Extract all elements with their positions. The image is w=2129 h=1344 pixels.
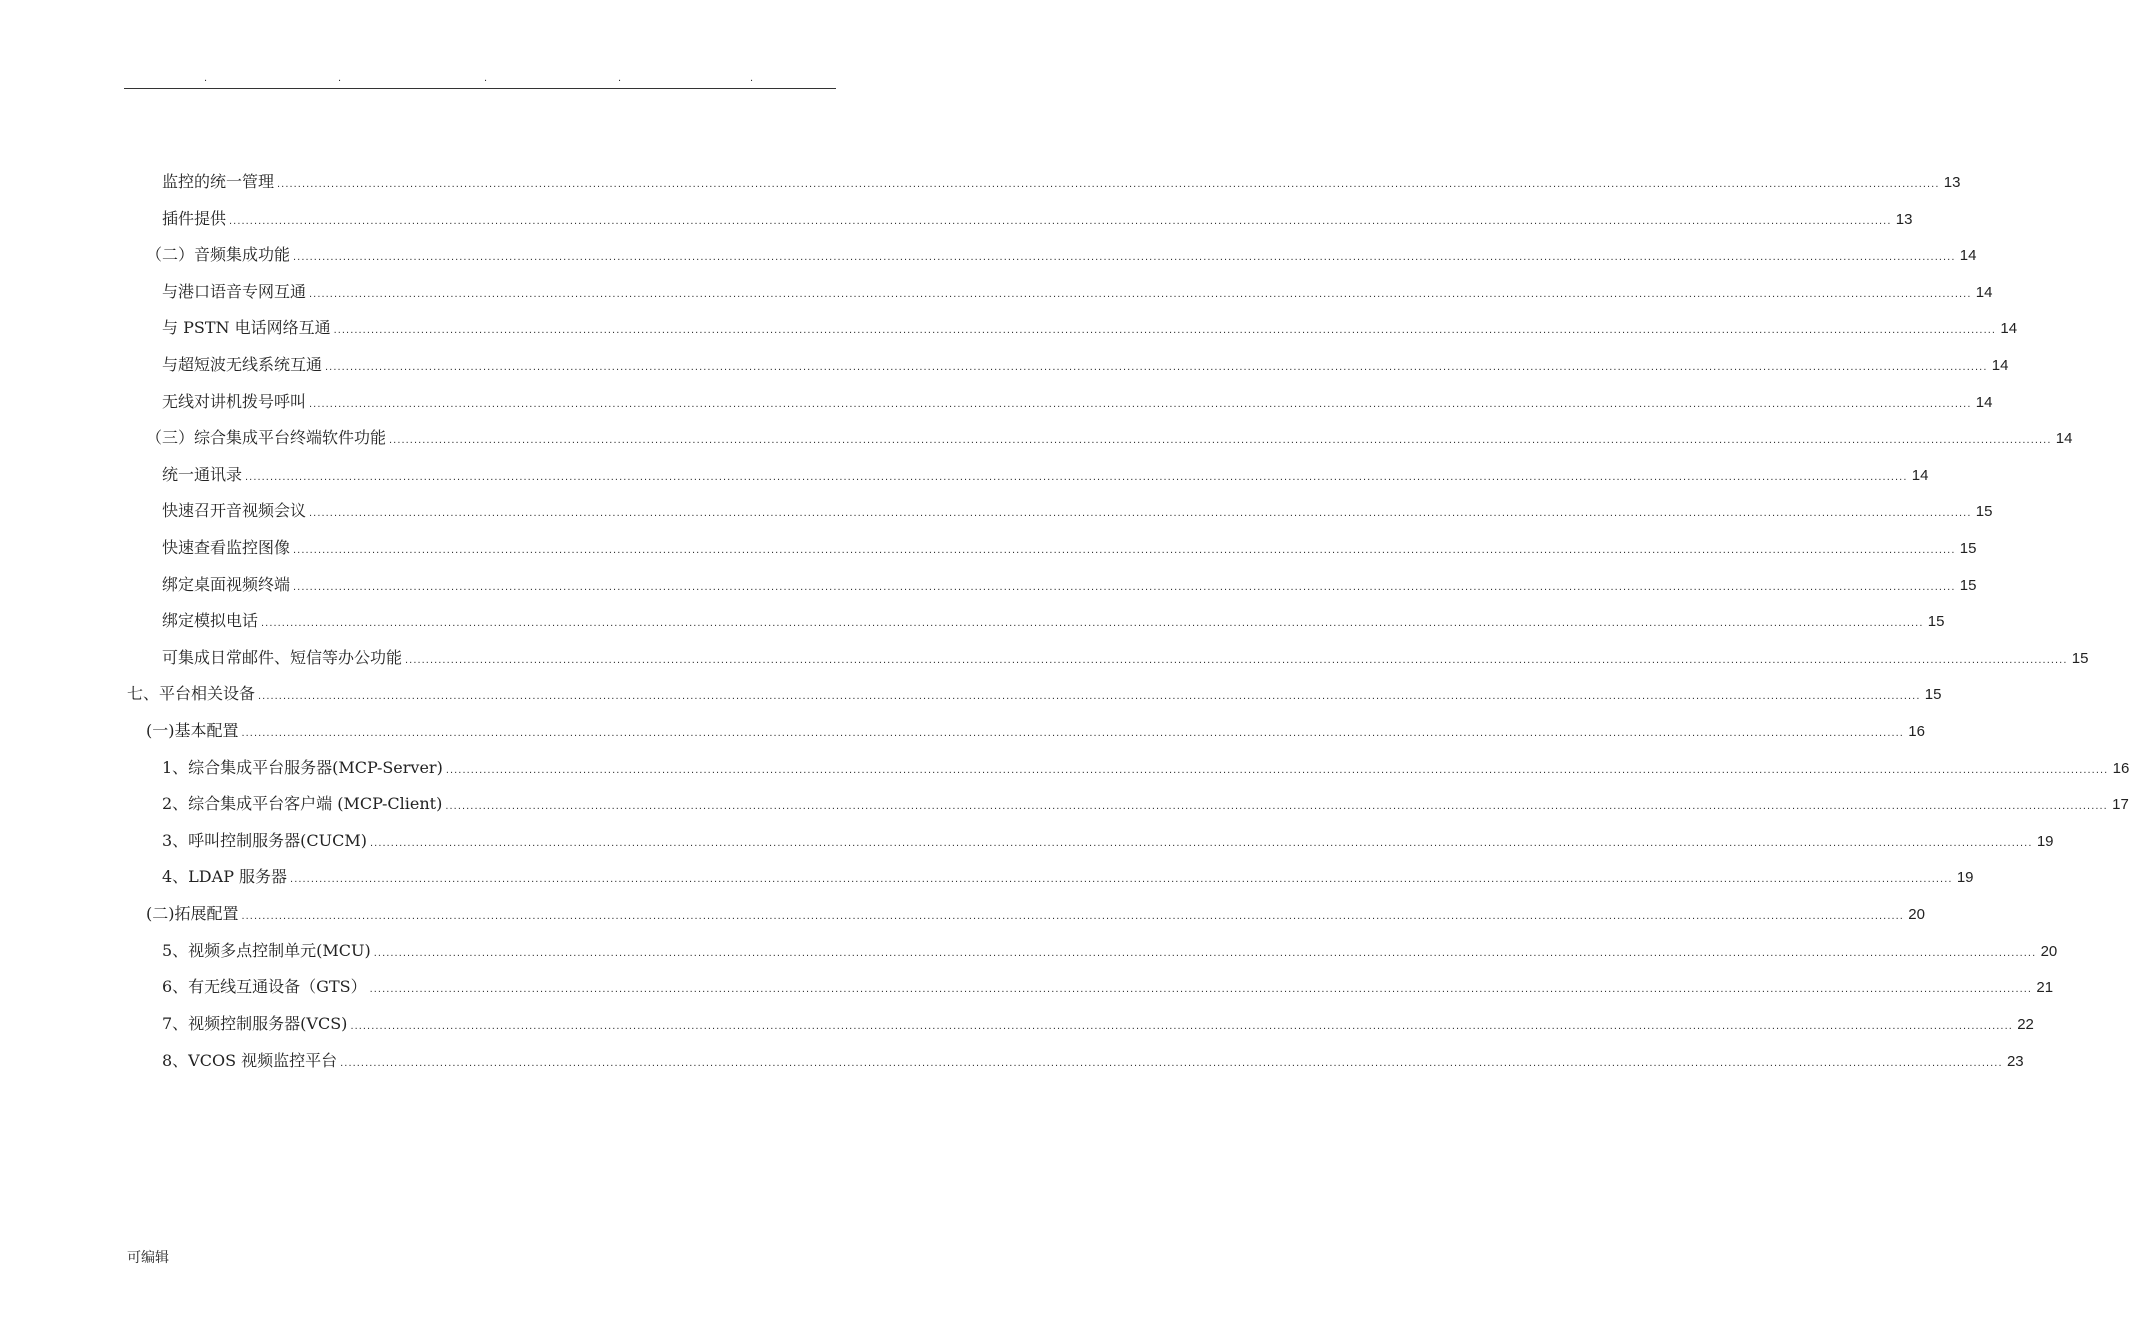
- toc-leader-dots: ................................................................................................................................................................................................................................................................................................................................................................................................................: [241, 910, 1904, 922]
- toc-entry-title: 与港口语音专网互通: [162, 282, 307, 301]
- toc-entry-page: 23: [2006, 1053, 2024, 1070]
- page-header: [124, 70, 836, 89]
- toc-entry[interactable]: [162, 608, 1945, 634]
- toc-leader-dots: ................................................................................................................................................................................................................................................................................................................................................................................................................: [261, 617, 1924, 629]
- toc-entry[interactable]: [162, 1048, 2024, 1074]
- toc-entry-page: 22: [2017, 1016, 2034, 1033]
- toc-leader-dots: ................................................................................................................................................................................................................................................................................................................................................................................................................: [369, 983, 2033, 995]
- toc-leader-dots: ................................................................................................................................................................................................................................................................................................................................................................................................................: [445, 764, 2109, 776]
- toc-leader-dots: ................................................................................................................................................................................................................................................................................................................................................................................................................: [309, 507, 1972, 519]
- toc-leader-dots: ................................................................................................................................................................................................................................................................................................................................................................................................................: [373, 947, 2037, 959]
- header-dot: .: [618, 72, 622, 84]
- toc-leader-dots: ................................................................................................................................................................................................................................................................................................................................................................................................................: [370, 837, 2033, 849]
- toc-entry[interactable]: [162, 1011, 2034, 1037]
- toc-entry-page: 19: [2036, 833, 2054, 850]
- toc-entry-page: 14: [2000, 320, 2018, 337]
- toc-entry[interactable]: [162, 315, 2018, 341]
- toc-entry-title: 5、视频多点控制单元(MCU): [162, 941, 371, 960]
- toc-entry-title: 1、综合集成平台服务器(MCP-Server): [162, 758, 443, 777]
- toc-entry[interactable]: [146, 718, 1925, 744]
- toc-entry-page: 21: [2036, 979, 2054, 996]
- toc-entry[interactable]: [146, 901, 1925, 927]
- toc-entry[interactable]: [127, 681, 1942, 707]
- header-dot: .: [750, 72, 754, 84]
- toc-entry-page: 13: [1943, 174, 1961, 191]
- toc-entry-title: 插件提供: [162, 209, 227, 228]
- toc-entry-page: 19: [1956, 869, 1974, 886]
- toc-leader-dots: ................................................................................................................................................................................................................................................................................................................................................................................................................: [325, 361, 1988, 373]
- toc-entry[interactable]: [162, 645, 2089, 671]
- toc-leader-dots: ................................................................................................................................................................................................................................................................................................................................................................................................................: [245, 471, 1908, 483]
- toc-leader-dots: ................................................................................................................................................................................................................................................................................................................................................................................................................: [277, 178, 1940, 190]
- toc-entry-page: 20: [2040, 943, 2058, 960]
- header-dot: .: [484, 72, 488, 84]
- toc-leader-dots: ................................................................................................................................................................................................................................................................................................................................................................................................................: [293, 251, 1956, 263]
- toc-entry-title: 与超短波无线系统互通: [162, 355, 323, 374]
- toc-entry-page: 14: [1975, 394, 1993, 411]
- toc-entry-title: (二)拓展配置: [146, 904, 239, 923]
- toc-entry-title: 3、呼叫控制服务器(CUCM): [162, 831, 368, 850]
- toc-entry-title: （三）综合集成平台终端软件功能: [146, 428, 387, 447]
- toc-leader-dots: ................................................................................................................................................................................................................................................................................................................................................................................................................: [293, 581, 1956, 593]
- toc-entry-page: 16: [1908, 723, 1925, 740]
- toc-leader-dots: ................................................................................................................................................................................................................................................................................................................................................................................................................: [389, 434, 2052, 446]
- toc-leader-dots: ................................................................................................................................................................................................................................................................................................................................................................................................................: [405, 654, 2068, 666]
- toc-entry-title: 8、VCOS 视频监控平台: [162, 1051, 338, 1070]
- toc-entry[interactable]: [162, 572, 1977, 598]
- toc-entry-page: 14: [2055, 430, 2073, 447]
- toc-entry-page: 15: [1975, 503, 1993, 520]
- toc-entry-title: 7、视频控制服务器(VCS): [162, 1014, 348, 1033]
- toc-leader-dots: ................................................................................................................................................................................................................................................................................................................................................................................................................: [333, 324, 1997, 336]
- toc-entry-page: 15: [2071, 650, 2089, 667]
- header-dot: .: [338, 72, 342, 84]
- toc-entry-title: （二）音频集成功能: [146, 245, 291, 264]
- toc-entry[interactable]: [162, 352, 2009, 378]
- toc-entry[interactable]: [162, 828, 2054, 854]
- toc-leader-dots: ................................................................................................................................................................................................................................................................................................................................................................................................................: [258, 690, 1921, 702]
- toc-entry-title: 七、平台相关设备: [127, 684, 256, 703]
- toc-entry-page: 14: [1911, 467, 1929, 484]
- toc-entry-title: 快速查看监控图像: [162, 538, 291, 557]
- toc-leader-dots: ................................................................................................................................................................................................................................................................................................................................................................................................................: [350, 1020, 2013, 1032]
- toc-entry-title: 统一通讯录: [162, 465, 243, 484]
- header-dot: .: [204, 72, 208, 84]
- toc-entry-page: 20: [1908, 906, 1925, 923]
- page-footer: 可编辑: [127, 1250, 169, 1266]
- toc-entry[interactable]: [146, 242, 1977, 268]
- toc-entry-title: 无线对讲机拨号呼叫: [162, 392, 307, 411]
- toc-entry[interactable]: [162, 974, 2054, 1000]
- toc-entry-title: 4、LDAP 服务器: [162, 867, 288, 886]
- toc-leader-dots: ................................................................................................................................................................................................................................................................................................................................................................................................................: [340, 1057, 2003, 1069]
- toc-entry-title: 与 PSTN 电话网络互通: [162, 318, 331, 337]
- toc-entry[interactable]: [162, 938, 2058, 964]
- toc-entry-title: 监控的统一管理: [162, 172, 275, 191]
- toc-entry-title: 可集成日常邮件、短信等办公功能: [162, 648, 403, 667]
- toc-leader-dots: ................................................................................................................................................................................................................................................................................................................................................................................................................: [290, 873, 1953, 885]
- toc-entry[interactable]: [162, 498, 1993, 524]
- toc-entry-title: 2、综合集成平台客户端 (MCP-Client): [162, 794, 443, 813]
- toc-entry-page: 13: [1895, 211, 1913, 228]
- toc-entry-title: 6、有无线互通设备（GTS）: [162, 977, 367, 996]
- toc-entry[interactable]: [162, 864, 1974, 890]
- toc-entry-page: 15: [1927, 613, 1945, 630]
- toc-leader-dots: ................................................................................................................................................................................................................................................................................................................................................................................................................: [241, 727, 1904, 739]
- toc-entry-title: (一)基本配置: [146, 721, 239, 740]
- toc-leader-dots: ................................................................................................................................................................................................................................................................................................................................................................................................................: [445, 800, 2108, 812]
- toc-entry-page: 14: [1959, 247, 1977, 264]
- toc-leader-dots: ................................................................................................................................................................................................................................................................................................................................................................................................................: [309, 288, 1972, 300]
- toc-entry[interactable]: [162, 169, 1961, 195]
- toc-entry-page: 15: [1959, 540, 1977, 557]
- toc-entry-page: 14: [1991, 357, 2009, 374]
- toc-entry-page: 15: [1959, 577, 1977, 594]
- toc-entry[interactable]: [146, 425, 2073, 451]
- toc-entry-page: 15: [1924, 686, 1942, 703]
- toc-entry[interactable]: [162, 279, 1993, 305]
- toc-entry[interactable]: [162, 791, 2129, 817]
- toc-entry-title: 快速召开音视频会议: [162, 501, 307, 520]
- toc-entry-page: 17: [2112, 796, 2129, 813]
- toc-leader-dots: ................................................................................................................................................................................................................................................................................................................................................................................................................: [293, 544, 1956, 556]
- toc-entry[interactable]: [162, 206, 1913, 232]
- toc-entry-title: 绑定桌面视频终端: [162, 575, 291, 594]
- toc-entry-title: 绑定模拟电话: [162, 611, 259, 630]
- toc-entry[interactable]: [162, 535, 1977, 561]
- toc-leader-dots: ................................................................................................................................................................................................................................................................................................................................................................................................................: [309, 398, 1972, 410]
- toc-leader-dots: ................................................................................................................................................................................................................................................................................................................................................................................................................: [229, 215, 1892, 227]
- toc-entry[interactable]: [162, 462, 1929, 488]
- toc-entry[interactable]: [162, 755, 2129, 781]
- toc-entry[interactable]: [162, 389, 1993, 415]
- toc-entry-page: 14: [1975, 284, 1993, 301]
- toc-entry-page: 16: [2112, 760, 2129, 777]
